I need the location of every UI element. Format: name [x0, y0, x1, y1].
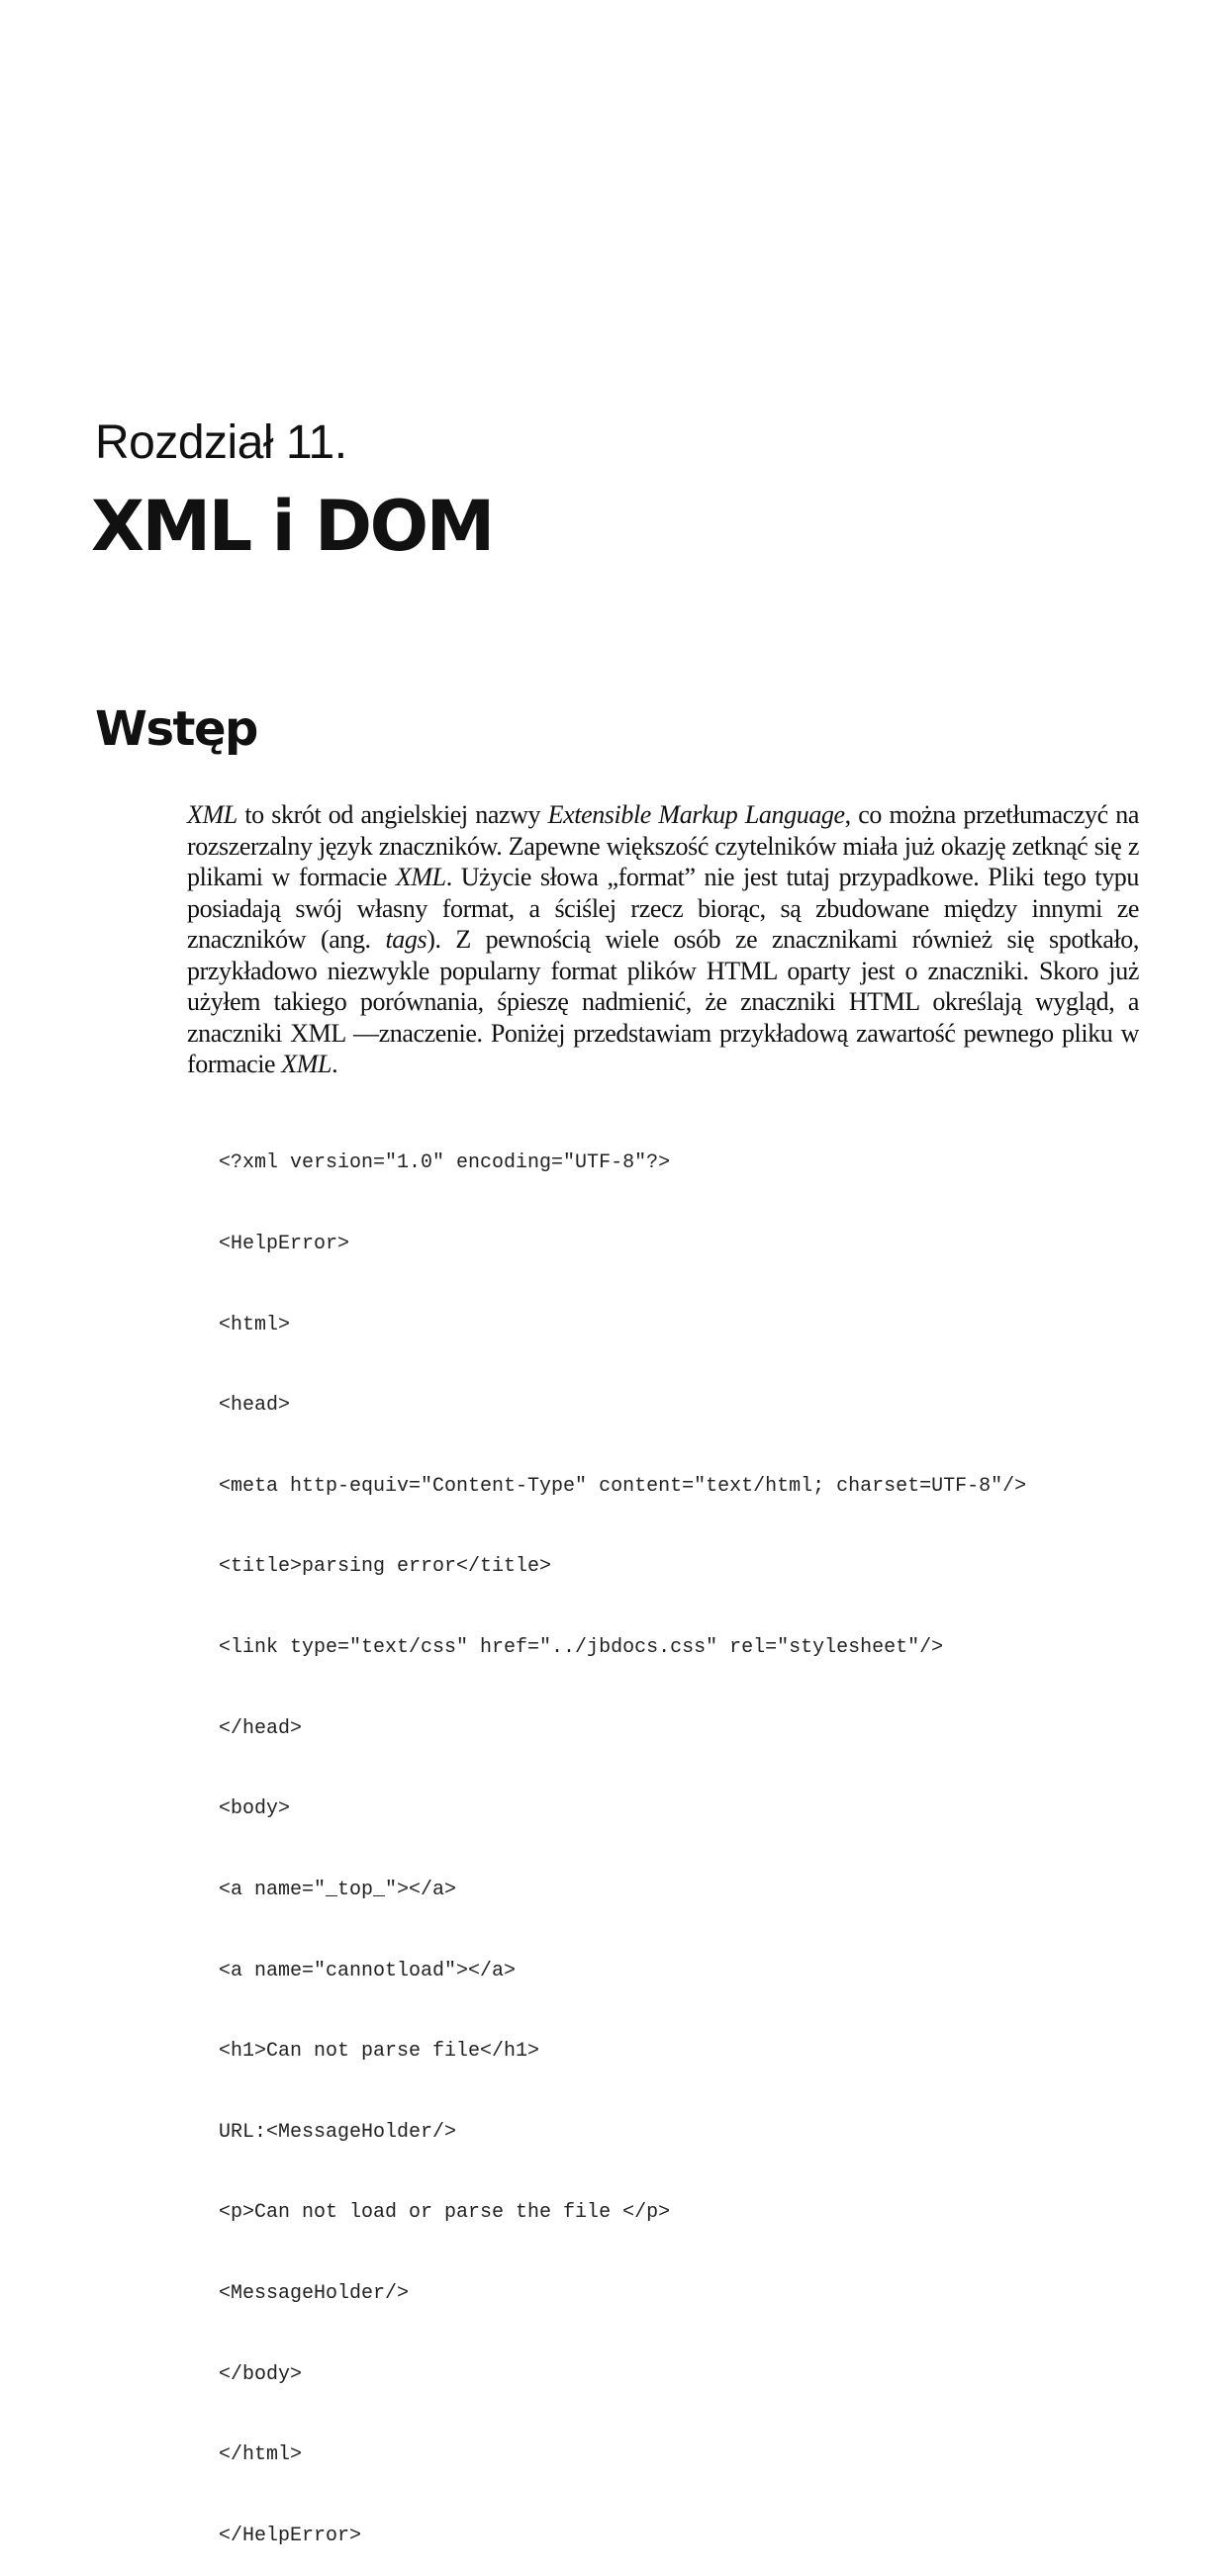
paragraph-segment: to skrót od angielskiej nazwy — [237, 800, 548, 829]
paragraph-segment: XML — [187, 800, 237, 829]
chapter-title: XML i DOM — [91, 486, 493, 567]
paragraph-segment: . Użycie słowa „format” nie jest tutaj przypadkowe. Pliki tego typu posiadają swój własny format, a ściślej rzecz biorąc, są zbudowane między innymi ze znaczników (ang. — [187, 863, 1139, 954]
code-line: <meta http-equiv="Content-Type" content="text/html; charset=UTF-8"/> — [219, 1474, 1027, 1498]
code-line: </html> — [219, 2443, 303, 2467]
paragraph-segment: Extensible Markup Language — [547, 800, 845, 829]
section-title: Wstęp — [95, 701, 257, 757]
code-line: </head> — [219, 1716, 303, 1740]
code-line: <?xml version="1.0" encoding="UTF-8"?> — [219, 1151, 671, 1175]
code-line: URL:<MessageHolder/> — [219, 2120, 457, 2144]
code-line: </HelpError> — [219, 2524, 362, 2547]
code-line: <html> — [219, 1313, 291, 1336]
code-line: <link type="text/css" href="../jbdocs.css" rel="stylesheet"/> — [219, 1636, 944, 1660]
chapter-label: Rozdział 11. — [95, 416, 347, 469]
intro-paragraph — [187, 799, 1139, 1080]
paragraph-segment: ). Z pewnością wiele osób ze znacznikami również się spotkało, przykładowo niezwykle popularny format plików HTML oparty jest o znaczniki. Skoro już użyłem takiego porównania, śpieszę nadmienić, że znaczniki HTML określają wygląd, a znaczniki XML —znaczenie. Poniżej przedstawiam przykładową zawartość pewnego pliku w formacie — [187, 925, 1140, 1078]
code-line: <head> — [219, 1394, 291, 1418]
paragraph-segment: . — [331, 1050, 338, 1078]
paragraph-segment: tags — [385, 925, 427, 954]
code-line: <h1>Can not parse file</h1> — [219, 2040, 540, 2064]
code-listing — [219, 1096, 1026, 2576]
code-line: <body> — [219, 1797, 291, 1821]
paragraph-segment: , co można przetłumaczyć na rozszerzalny język znaczników. Zapewne większość czytelników miała już okazję zetknąć się z plikami w formacie — [187, 800, 1139, 891]
code-line: <a name="_top_"></a> — [219, 1878, 457, 1901]
paragraph-segment: XML — [395, 863, 446, 891]
code-line: <a name="cannotload"></a> — [219, 1959, 517, 1982]
code-line: </body> — [219, 2362, 303, 2386]
code-line: <title>parsing error</title> — [219, 1555, 552, 1579]
paragraph-segment: XML — [281, 1050, 332, 1078]
code-line: <p>Can not load or parse the file </p> — [219, 2201, 671, 2225]
code-line: <MessageHolder/> — [219, 2281, 410, 2305]
code-line: <HelpError> — [219, 1233, 350, 1256]
